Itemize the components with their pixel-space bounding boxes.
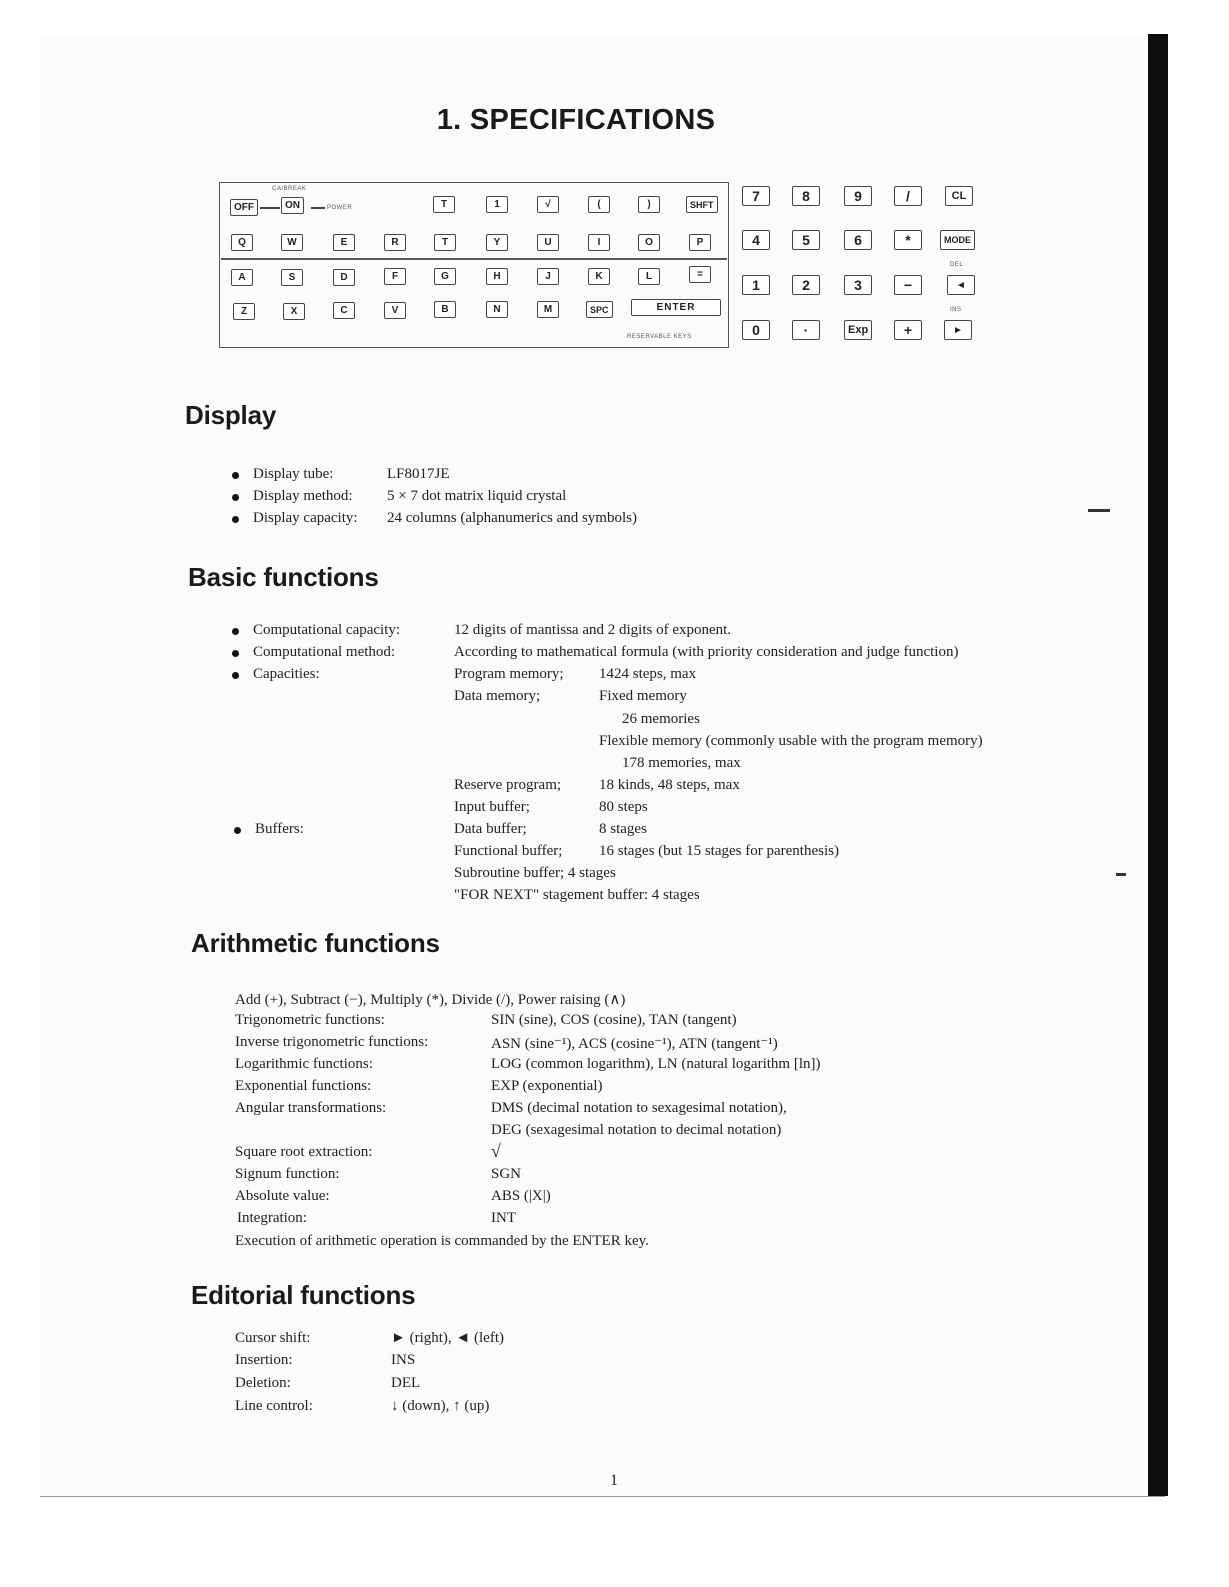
exp-key: Exp: [844, 320, 872, 340]
editorial-label: Line control:: [235, 1398, 313, 1414]
left-arrow-icon: ◄: [947, 275, 975, 295]
key: X: [283, 303, 305, 320]
spec-value: "FOR NEXT" stagement buffer: 4 stages: [454, 887, 700, 903]
key: H: [486, 268, 508, 285]
scan-binding-edge: [1148, 34, 1168, 1496]
bullet-icon: [232, 516, 239, 523]
page-number: 1: [610, 1472, 618, 1489]
spec-value: 24 columns (alphanumerics and symbols): [387, 510, 637, 526]
key: 5: [792, 230, 820, 250]
key: F: [384, 268, 406, 285]
power-label: POWER: [327, 205, 353, 211]
arith-label: Square root extraction:: [235, 1144, 373, 1160]
spec-sublabel: Reserve program;: [454, 777, 562, 793]
key: E: [333, 234, 355, 251]
shift-key: SHFT: [686, 196, 718, 213]
spec-value: LF8017JE: [387, 466, 450, 482]
key: Y: [486, 234, 508, 251]
key: 4: [742, 230, 770, 250]
key: −: [894, 275, 922, 295]
spec-label: Computational method:: [253, 644, 396, 660]
editorial-label: Cursor shift:: [235, 1330, 311, 1346]
key: 8: [792, 186, 820, 206]
arith-label: Inverse trigonometric functions:: [235, 1034, 429, 1050]
key: C: [333, 302, 355, 319]
key: L: [638, 268, 660, 285]
scan-mark: [1116, 873, 1126, 876]
key: J: [537, 268, 559, 285]
spec-value: Subroutine buffer; 4 stages: [454, 865, 616, 881]
arith-label: Integration:: [237, 1210, 307, 1226]
spec-value: 26 memories: [622, 711, 700, 727]
key: I: [588, 234, 610, 251]
spec-value: 12 digits of mantissa and 2 digits of exponent.: [454, 622, 732, 638]
spec-label: Computational capacity:: [253, 622, 401, 638]
spec-sublabel: Data memory;: [454, 688, 541, 704]
power-wire: [260, 207, 280, 209]
editorial-label: Deletion:: [235, 1375, 291, 1391]
bullet-icon: [232, 494, 239, 501]
key: ): [638, 196, 660, 213]
key: B: [434, 301, 456, 318]
key: 0: [742, 320, 770, 340]
clear-key: CL: [945, 186, 973, 206]
square-root-icon: √: [491, 1141, 501, 1161]
key: N: [486, 301, 508, 318]
basic-functions-heading: Basic functions: [188, 562, 379, 592]
key: ·: [792, 320, 820, 340]
bullet-icon: [232, 650, 239, 657]
spec-value: Flexible memory (commonly usable with the program memory): [599, 733, 983, 749]
arith-label: Exponential functions:: [235, 1078, 372, 1094]
bullet-icon: [232, 628, 239, 635]
arith-value: SGN: [491, 1166, 522, 1182]
arith-value: SIN (sine), COS (cosine), TAN (tangent): [491, 1012, 737, 1028]
key: 9: [844, 186, 872, 206]
key: M: [537, 301, 559, 318]
right-arrow-icon: ►: [944, 320, 972, 340]
spec-sublabel: Input buffer;: [454, 799, 530, 815]
page-title: 1. SPECIFICATIONS: [436, 104, 716, 136]
editorial-value: ↓ (down), ↑ (up): [391, 1398, 490, 1414]
arith-value: INT: [491, 1210, 516, 1226]
editorial-functions-heading: Editorial functions: [191, 1280, 416, 1310]
arith-intro: Add (+), Subtract (−), Multiply (*), Divide (/), Power raising (∧): [235, 992, 626, 1008]
spec-label: Display method:: [253, 488, 353, 504]
editorial-value: INS: [391, 1352, 416, 1368]
arith-label: Absolute value:: [235, 1188, 330, 1204]
key: 6: [844, 230, 872, 250]
arithmetic-functions-heading: Arithmetic functions: [191, 928, 440, 958]
spec-value: 178 memories, max: [622, 755, 741, 771]
arith-label: Logarithmic functions:: [235, 1056, 373, 1072]
key: T: [434, 234, 456, 251]
bullet-icon: [232, 472, 239, 479]
key: D: [333, 269, 355, 286]
arith-value: ABS (|X|): [491, 1188, 551, 1204]
key: O: [638, 234, 660, 251]
spec-sublabel: Program memory;: [454, 666, 564, 682]
reservable-keys-label: RESERVABLE KEYS: [627, 334, 692, 340]
arith-value: DMS (decimal notation to sexagesimal notation),: [491, 1100, 787, 1116]
key: A: [231, 269, 253, 286]
key: V: [384, 302, 406, 319]
spec-value: 8 stages: [599, 821, 647, 837]
spec-label: Display tube:: [253, 466, 334, 482]
spec-value: 80 steps: [599, 799, 648, 815]
key: 1: [742, 275, 770, 295]
spec-sublabel: Data buffer;: [454, 821, 527, 837]
key: R: [384, 234, 406, 251]
bullet-icon: [234, 827, 241, 834]
spec-value: Fixed memory: [599, 688, 687, 704]
key: √: [537, 196, 559, 213]
spec-label: Buffers:: [255, 821, 304, 837]
key: Q: [231, 234, 253, 251]
arith-label: Trigonometric functions:: [235, 1012, 385, 1028]
ins-label: INS: [950, 307, 962, 313]
arith-label: Angular transformations:: [235, 1100, 387, 1116]
key: +: [894, 320, 922, 340]
key: 3: [844, 275, 872, 295]
spec-value: 16 stages (but 15 stages for parenthesis): [599, 843, 839, 859]
ca-break-label: CA/BREAK: [272, 186, 307, 192]
enter-key: ENTER: [631, 299, 721, 316]
key: Z: [233, 303, 255, 320]
on-key: ON: [281, 197, 304, 214]
mode-key: MODE: [940, 230, 975, 250]
del-label: DEL: [950, 262, 964, 268]
key: G: [434, 268, 456, 285]
arith-value: EXP (exponential): [491, 1078, 603, 1094]
key: 1: [486, 196, 508, 213]
spec-value: 1424 steps, max: [599, 666, 697, 682]
arith-value: DEG (sexagesimal notation to decimal notation): [491, 1122, 782, 1138]
key: K: [588, 268, 610, 285]
key: =: [689, 266, 711, 283]
arith-label: Signum function:: [235, 1166, 340, 1182]
arith-value: LOG (common logarithm), LN (natural logarithm [ln]): [491, 1056, 821, 1072]
display-heading: Display: [185, 400, 277, 430]
key: /: [894, 186, 922, 206]
scan-mark: [1088, 509, 1110, 512]
off-key: OFF: [230, 199, 258, 216]
editorial-value: DEL: [391, 1375, 421, 1391]
key: U: [537, 234, 559, 251]
arith-note: Execution of arithmetic operation is commanded by the ENTER key.: [235, 1233, 649, 1249]
bullet-icon: [232, 672, 239, 679]
key: P: [689, 234, 711, 251]
key: 7: [742, 186, 770, 206]
spec-label: Display capacity:: [253, 510, 358, 526]
power-wire: [311, 207, 325, 209]
key: S: [281, 269, 303, 286]
space-key: SPC: [586, 301, 613, 318]
spec-value: According to mathematical formula (with priority consideration and judge function): [454, 644, 959, 660]
spec-value: 5 × 7 dot matrix liquid crystal: [387, 488, 567, 504]
key: W: [281, 234, 303, 251]
editorial-label: Insertion:: [235, 1352, 293, 1368]
spec-value: 18 kinds, 48 steps, max: [599, 777, 740, 793]
key: T: [433, 196, 455, 213]
key: (: [588, 196, 610, 213]
key: 2: [792, 275, 820, 295]
spec-label: Capacities:: [253, 666, 320, 682]
spec-sublabel: Functional buffer;: [454, 843, 563, 859]
page-bottom-edge: [40, 1496, 1165, 1497]
arith-value: ASN (sine⁻¹), ACS (cosine⁻¹), ATN (tangent⁻¹): [491, 1036, 778, 1052]
editorial-value: ► (right), ◄ (left): [391, 1330, 504, 1346]
key: *: [894, 230, 922, 250]
keyboard-divider: [221, 258, 727, 260]
